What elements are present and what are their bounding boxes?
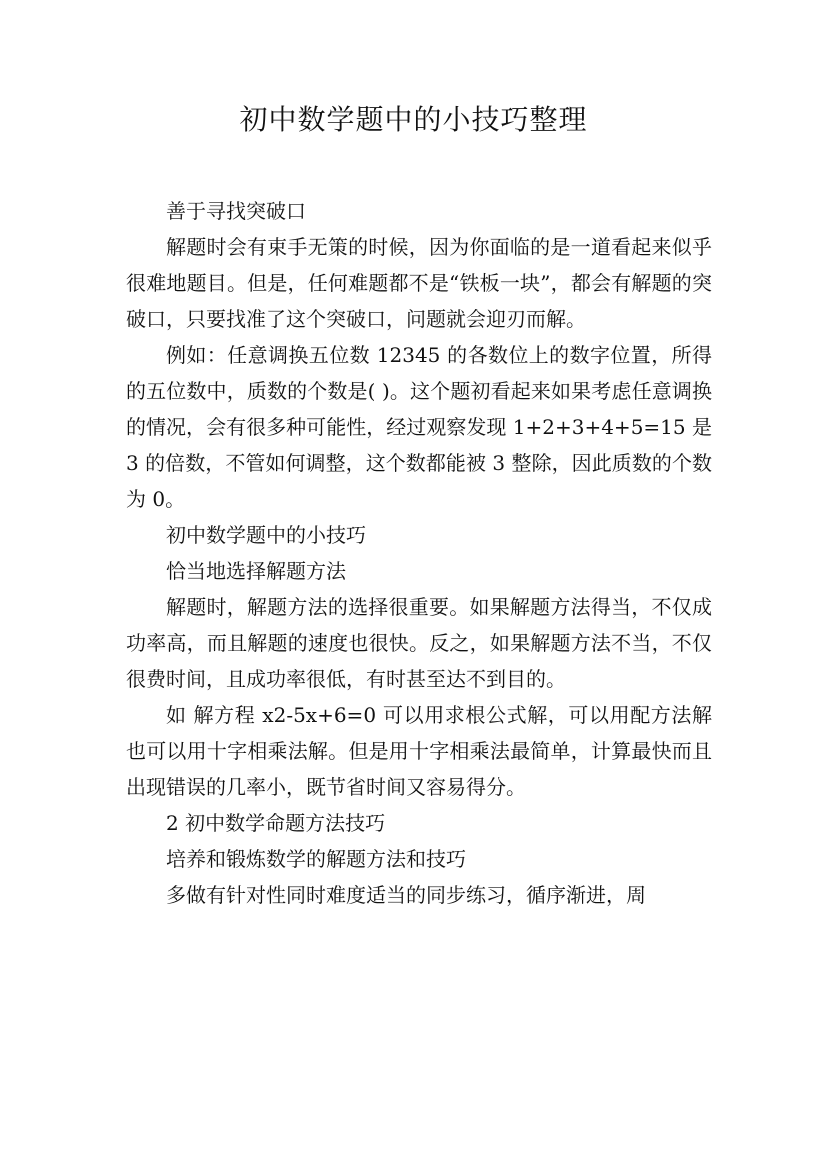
paragraph-heading-proposition-methods: 2 初中数学命题方法技巧 <box>166 811 386 835</box>
paragraph-example: 例如：任意调换五位数 12345 的各数位上的数字位置，所得的五位数中，质数的个数是( )。这个题初看起来如果考虑任意调换的情况，会有很多种可能性，经过观察发现 1+2+3+4+5=15 是 3 的倍数，不管如何调整，这个数都能被 3 整除，因此质数的个数为 0。 <box>126 343 712 511</box>
paragraph-example: 如 解方程 x2-5x+6=0 可以用求根公式解，可以用配方法解也可以用十字相乘法解。但是用十字相乘法最简单，计算最快而且出现错误的几率小，既节省时间又容易得分。 <box>126 703 712 799</box>
paragraph: 多做有针对性同时难度适当的同步练习，循序渐进，周 <box>166 883 646 907</box>
document-title: 初中数学题中的小技巧整理 <box>239 103 588 136</box>
paragraph-heading-train-skills: 培养和锻炼数学的解题方法和技巧 <box>166 847 466 871</box>
paragraph: 解题时，解题方法的选择很重要。如果解题方法得当，不仅成功率高，而且解题的速度也很快。反之，如果解题方法不当，不仅很费时间，且成功率很低，有时甚至达不到目的。 <box>126 595 712 691</box>
paragraph: 解题时会有束手无策的时候，因为你面临的是一道看起来似乎很难地题目。但是，任何难题都不是“铁板一块”，都会有解题的突破口，只要找准了这个突破口，问题就会迎刃而解。 <box>126 235 712 331</box>
paragraph-heading-choose-method: 恰当地选择解题方法 <box>166 559 346 583</box>
document-body <box>126 193 712 913</box>
paragraph-heading-find-breakthrough: 善于寻找突破口 <box>166 199 306 223</box>
paragraph-heading-tips: 初中数学题中的小技巧 <box>166 523 366 547</box>
